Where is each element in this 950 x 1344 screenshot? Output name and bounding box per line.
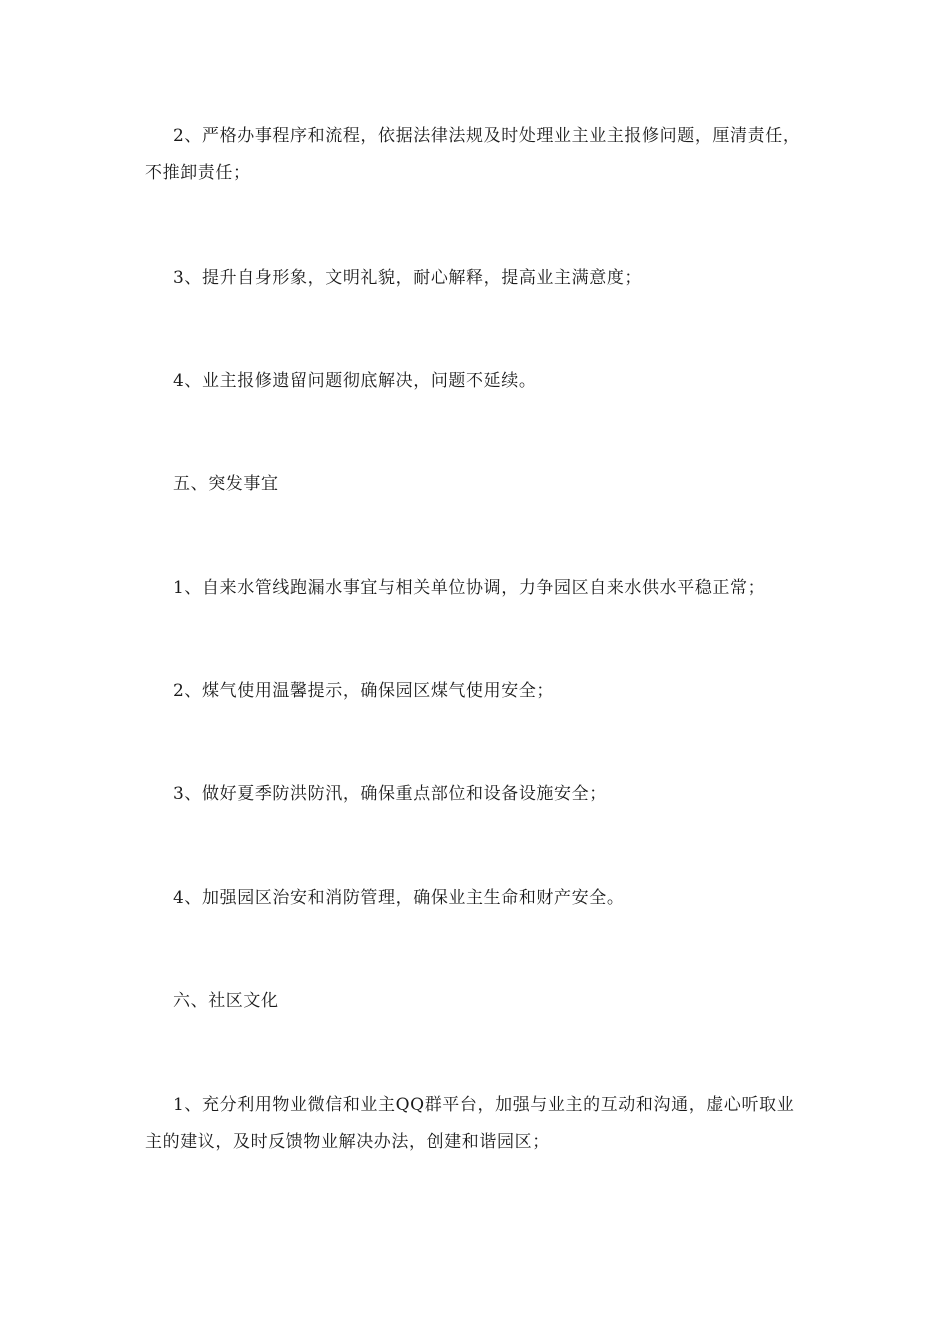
paragraph-item-1-water: 1、自来水管线跑漏水事宜与相关单位协调，力争园区自来水供水平稳正常； [173,578,766,598]
section-heading-community-culture: 六、社区文化 [173,991,279,1011]
paragraph-item-3-flood: 3、做好夏季防洪防汛，确保重点部位和设备设施安全； [173,784,607,804]
paragraph-item-3-image: 3、提升自身形象，文明礼貌，耐心解释，提高业主满意度； [173,268,643,288]
paragraph-item-4-security: 4、加强园区治安和消防管理，确保业主生命和财产安全。 [173,888,625,908]
section-heading-emergencies: 五、突发事宜 [173,474,279,494]
paragraph-item-1-wechat: 1、充分利用物业微信和业主QQ群平台，加强与业主的互动和沟通，虚心听取业主的建议，及时反馈物业解决办法，创建和谐园区； [145,1095,795,1152]
paragraph-item-2-procedures: 2、严格办事程序和流程，依据法律法规及时处理业主业主报修问题，厘清责任，不推卸责任； [145,126,801,183]
paragraph-item-2-gas: 2、煤气使用温馨提示，确保园区煤气使用安全； [173,681,555,701]
paragraph-item-4-repairs: 4、业主报修遗留问题彻底解决，问题不延续。 [173,371,537,391]
